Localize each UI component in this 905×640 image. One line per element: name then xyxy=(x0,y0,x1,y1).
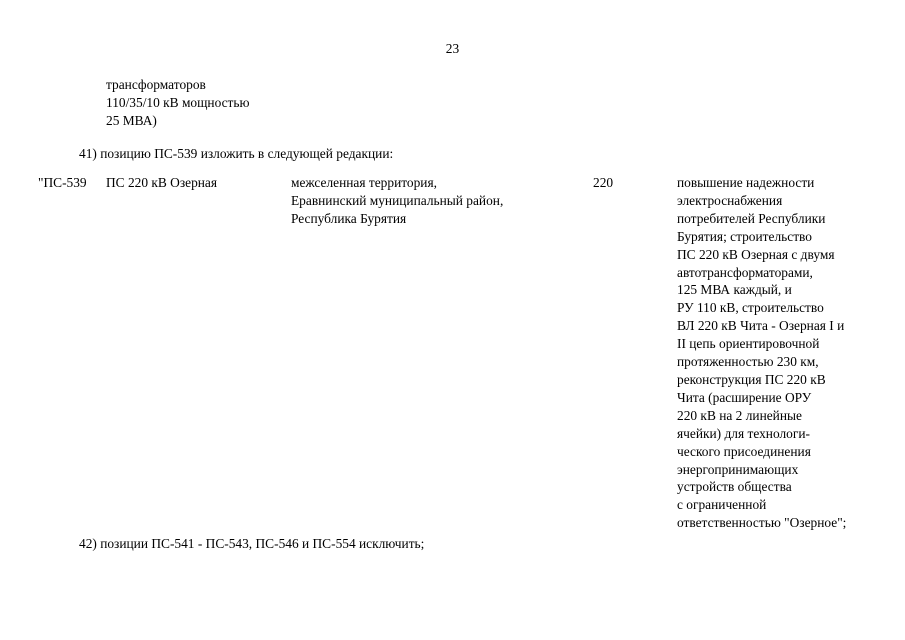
purpose-line: II цепь ориентировочной xyxy=(677,336,820,352)
voltage-value: 220 xyxy=(593,175,614,190)
amendment-paragraph-41: 41) позицию ПС-539 изложить в следующей редакции: xyxy=(79,146,394,161)
purpose-line: ПС 220 кВ Озерная с двумя xyxy=(677,246,835,262)
amendment-paragraph-42: 42) позиции ПС-541 - ПС-543, ПС-546 и ПС-554 исключить; xyxy=(79,536,425,551)
purpose-line: Бурятия; строительство xyxy=(677,228,812,244)
position-code-cell xyxy=(38,174,87,192)
location-line: Еравнинский муниципальный район, xyxy=(291,192,504,208)
purpose-line: ячейки) для технологи- xyxy=(677,425,810,441)
purpose-line: устройств общества xyxy=(677,479,792,495)
purpose-line: Чита (расширение ОРУ xyxy=(677,389,812,405)
facility-name-cell xyxy=(106,174,217,192)
tail-line: 110/35/10 кВ мощностью xyxy=(106,94,250,110)
location-line: Республика Бурятия xyxy=(291,210,407,226)
purpose-cell xyxy=(677,174,846,532)
purpose-line: 220 кВ на 2 линейные xyxy=(677,407,802,423)
tail-line: трансформаторов xyxy=(106,77,206,92)
purpose-line: ческого присоединения xyxy=(677,443,811,459)
purpose-line: потребителей Республики xyxy=(677,210,826,226)
page-number: 23 xyxy=(445,41,460,56)
purpose-line: РУ 110 кВ, строительство xyxy=(677,300,824,316)
purpose-line: повышение надежности xyxy=(677,175,815,190)
purpose-line: автотрансформаторами, xyxy=(677,264,813,280)
location-line: межселенная территория, xyxy=(291,175,437,190)
purpose-line: протяженностью 230 км, xyxy=(677,354,819,370)
facility-name: ПС 220 кВ Озерная xyxy=(106,175,218,190)
location-cell xyxy=(291,174,503,228)
purpose-line: 125 МВА каждый, и xyxy=(677,282,792,298)
purpose-line: ВЛ 220 кВ Чита - Озерная I и xyxy=(677,318,845,334)
position-code: "ПС-539 xyxy=(38,175,87,190)
previous-entry-tail xyxy=(106,76,250,130)
tail-line: 25 МВА) xyxy=(106,112,157,128)
purpose-line: ответственностью "Озерное"; xyxy=(677,515,847,531)
voltage-cell xyxy=(593,174,613,192)
purpose-line: с ограниченной xyxy=(677,497,767,513)
purpose-line: энергопринимающих xyxy=(677,461,799,477)
purpose-line: реконструкция ПС 220 кВ xyxy=(677,371,826,387)
purpose-line: электроснабжения xyxy=(677,192,783,208)
